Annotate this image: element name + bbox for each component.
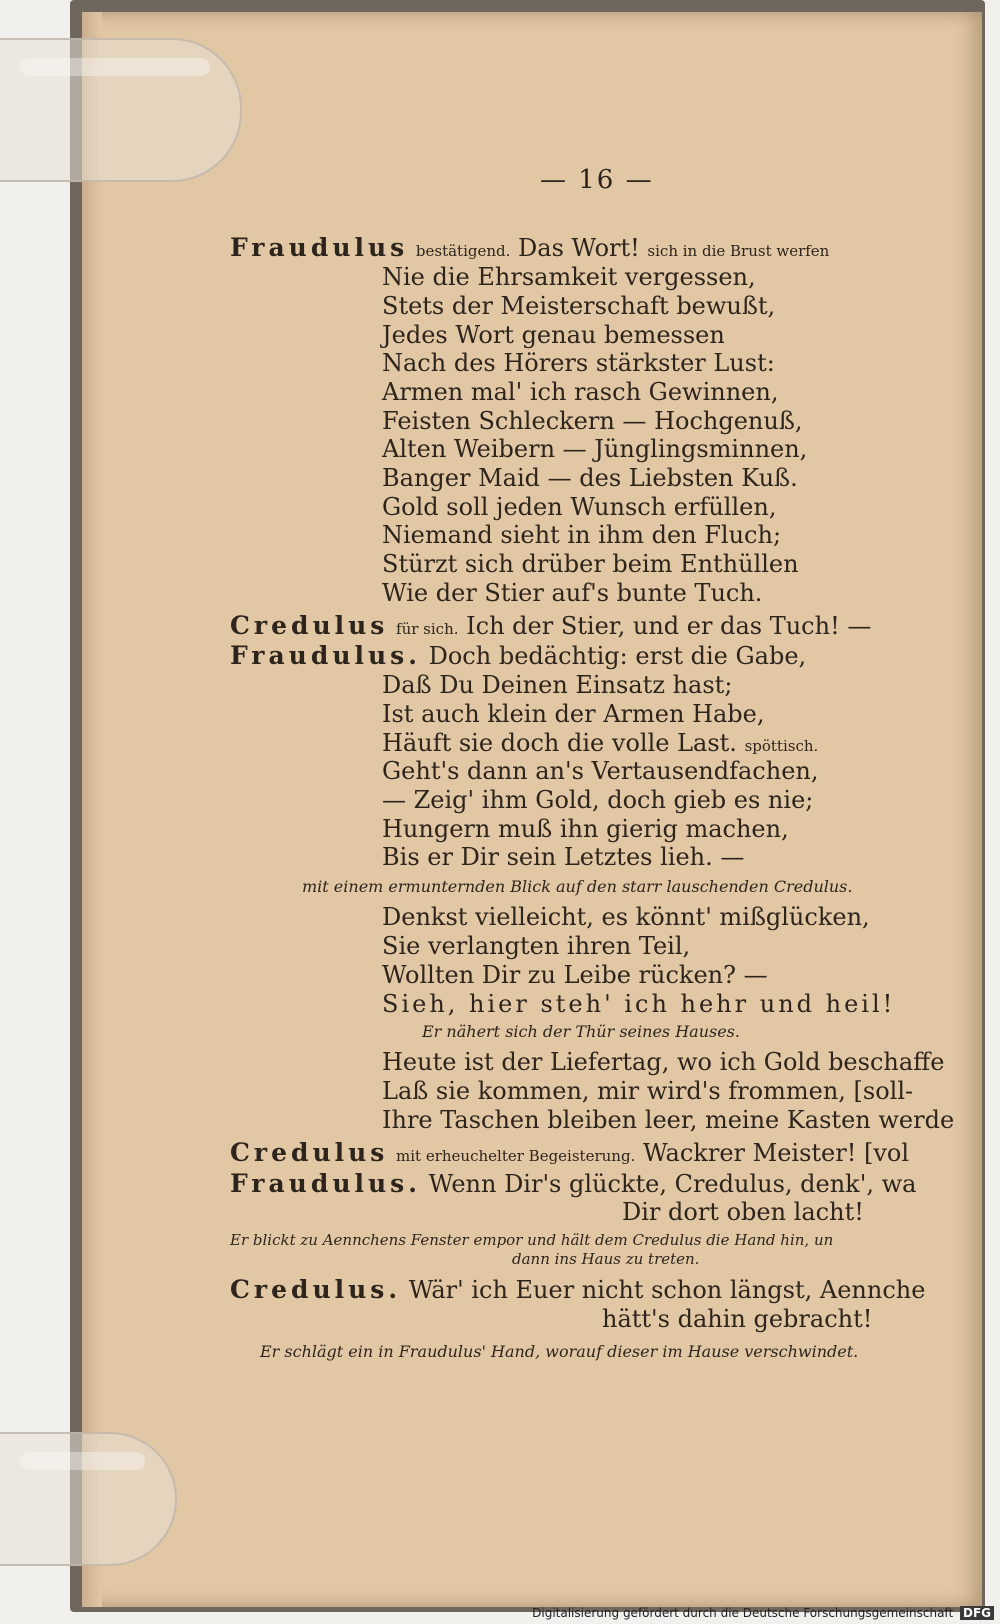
speaker-line	[230, 641, 806, 670]
stage-direction: spöttisch.	[744, 737, 819, 755]
verse-text: Wackrer Meister! [vol	[642, 1139, 910, 1167]
verse-text: Ich der Stier, und er das Tuch! —	[466, 612, 872, 640]
verse: Hungern muß ihn gierig machen,	[382, 815, 789, 843]
verse: Bis er Dir sein Letztes lieh. —	[382, 843, 745, 871]
stage-direction: mit einem ermunternden Blick auf den starr lauschenden Credulus.	[302, 877, 853, 896]
speaker-line	[230, 1275, 925, 1304]
verse: Nie die Ehrsamkeit vergessen,	[382, 263, 756, 291]
verse: Ist auch klein der Armen Habe,	[382, 700, 765, 728]
page-clip-top	[0, 38, 242, 182]
verse: hätt's dahin gebracht!	[602, 1305, 873, 1333]
verse-text: Häuft sie doch die volle Last.	[382, 729, 737, 757]
verse: Sie verlangten ihren Teil,	[382, 932, 691, 960]
verse: Alten Weibern — Jünglingsminnen,	[382, 435, 808, 463]
verse: Geht's dann an's Vertausendfachen,	[382, 757, 819, 785]
verse: Wie der Stier auf's bunte Tuch.	[382, 579, 763, 607]
verse: Wollten Dir zu Leibe rücken? —	[382, 961, 768, 989]
page-gutter	[82, 12, 102, 1607]
verse-text: Das Wort!	[518, 234, 640, 262]
verse: Laß sie kommen, mir wird's frommen, [soll-	[382, 1077, 914, 1105]
verse: — Zeig' ihm Gold, doch gieb es nie;	[382, 786, 814, 814]
speaker-line	[230, 233, 829, 262]
verse: Stürzt sich drüber beim Enthüllen	[382, 550, 799, 578]
speaker-name: Credulus	[230, 1138, 389, 1167]
verse-text: Wär' ich Euer nicht schon längst, Aennche	[408, 1276, 926, 1304]
stage-direction: Er nähert sich der Thür seines Hauses.	[422, 1022, 740, 1041]
stage-direction: Er blickt zu Aennchens Fenster empor und hält dem Credulus die Hand hin, un	[230, 1231, 834, 1249]
stage-direction: für sich.	[396, 620, 459, 638]
verse-text: Doch bedächtig: erst die Gabe,	[428, 642, 807, 670]
page-clip-bottom	[0, 1432, 177, 1566]
footer-credit	[532, 1606, 994, 1620]
speaker-line	[230, 1138, 909, 1167]
stage-direction: mit erheuchelter Begeisterung.	[396, 1147, 636, 1165]
stage-direction: Er schlägt ein in Fraudulus' Hand, worauf dieser im Hause verschwindet.	[260, 1342, 859, 1361]
verse: Denkst vielleicht, es könnt' mißglücken,	[382, 903, 870, 931]
speaker-name: Fraudulus	[230, 233, 409, 262]
verse: Stets der Meisterschaft bewußt,	[382, 292, 776, 320]
stage-direction: dann ins Haus zu treten.	[512, 1250, 700, 1268]
verse: Heute ist der Liefertag, wo ich Gold beschaffe	[382, 1048, 945, 1076]
page-number: — 16 —	[540, 165, 654, 195]
verse: Gold soll jeden Wunsch erfüllen,	[382, 493, 777, 521]
speaker-line	[230, 1169, 916, 1198]
speaker-name: Fraudulus.	[230, 641, 421, 670]
verse: Feisten Schleckern — Hochgenuß,	[382, 407, 803, 435]
speaker-name: Credulus.	[230, 1275, 402, 1304]
stage-direction: sich in die Brust werfen	[647, 242, 830, 260]
verse: Ihre Taschen bleiben leer, meine Kasten werde	[382, 1106, 955, 1134]
verse: Sieh, hier steh' ich hehr und heil!	[382, 990, 896, 1018]
speaker-name: Credulus	[230, 611, 389, 640]
speaker-line	[230, 611, 871, 640]
verse: Banger Maid — des Liebsten Kuß.	[382, 464, 798, 492]
verse: Niemand sieht in ihm den Fluch;	[382, 521, 782, 549]
stage-direction: bestätigend.	[415, 242, 511, 260]
verse: Dir dort oben lacht!	[622, 1198, 864, 1226]
speaker-name: Fraudulus.	[230, 1169, 421, 1198]
verse	[382, 729, 818, 757]
verse: Armen mal' ich rasch Gewinnen,	[382, 378, 779, 406]
dfg-logo: DFG	[960, 1606, 994, 1620]
verse: Daß Du Deinen Einsatz hast;	[382, 671, 733, 699]
footer-text: Digitalisierung gefördert durch die Deutsche Forschungsgemeinschaft	[532, 1606, 954, 1620]
verse: Jedes Wort genau bemessen	[382, 321, 725, 349]
verse-text: Wenn Dir's glückte, Credulus, denk', wa	[428, 1170, 917, 1198]
verse: Nach des Hörers stärkster Lust:	[382, 349, 775, 377]
